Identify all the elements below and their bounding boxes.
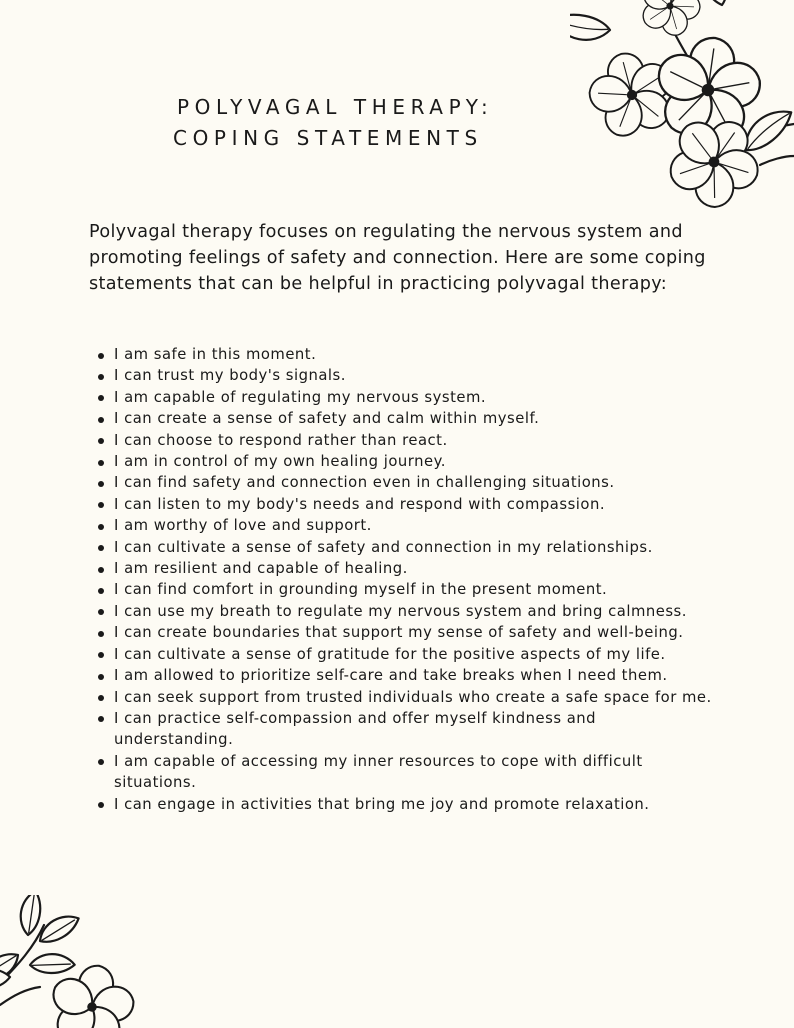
list-item: I can create a sense of safety and calm within myself. <box>93 408 713 429</box>
list-item: I can find safety and connection even in challenging situations. <box>93 472 713 493</box>
title-line-1: POLYVAGAL THERAPY: <box>177 95 494 119</box>
list-item: I am capable of regulating my nervous system. <box>93 387 713 408</box>
list-item: I am worthy of love and support. <box>93 515 713 536</box>
title-line-2: COPING STATEMENTS <box>173 126 483 150</box>
list-item: I can engage in activities that bring me joy and promote relaxation. <box>93 794 713 815</box>
list-item: I can use my breath to regulate my nervous system and bring calmness. <box>93 601 713 622</box>
flower-leaves-icon <box>0 895 150 1028</box>
list-item: I am resilient and capable of healing. <box>93 558 713 579</box>
list-item: I can practice self-compassion and offer myself kindness and understanding. <box>93 708 713 751</box>
list-item: I can cultivate a sense of safety and connection in my relationships. <box>93 537 713 558</box>
list-item: I can create boundaries that support my sense of safety and well-being. <box>93 622 713 643</box>
list-item: I can trust my body's signals. <box>93 365 713 386</box>
list-item: I am allowed to prioritize self-care and take breaks when I need them. <box>93 665 713 686</box>
list-item: I can seek support from trusted individuals who create a safe space for me. <box>93 687 713 708</box>
list-item: I am safe in this moment. <box>93 344 713 365</box>
list-item: I am capable of accessing my inner resources to cope with difficult situations. <box>93 751 713 794</box>
list-item: I can find comfort in grounding myself in the present moment. <box>93 579 713 600</box>
list-item: I am in control of my own healing journey. <box>93 451 713 472</box>
list-item: I can listen to my body's needs and respond with compassion. <box>93 494 713 515</box>
list-item: I can choose to respond rather than react. <box>93 430 713 451</box>
coping-statements-list <box>93 344 713 815</box>
page-title <box>173 92 493 154</box>
list-item: I can cultivate a sense of gratitude for the positive aspects of my life. <box>93 644 713 665</box>
intro-paragraph: Polyvagal therapy focuses on regulating the nervous system and promoting feelings of safety and connection. Here are some coping statements that can be helpful in practicing polyvagal therapy: <box>89 222 706 294</box>
flower-cluster-icon <box>570 0 794 220</box>
